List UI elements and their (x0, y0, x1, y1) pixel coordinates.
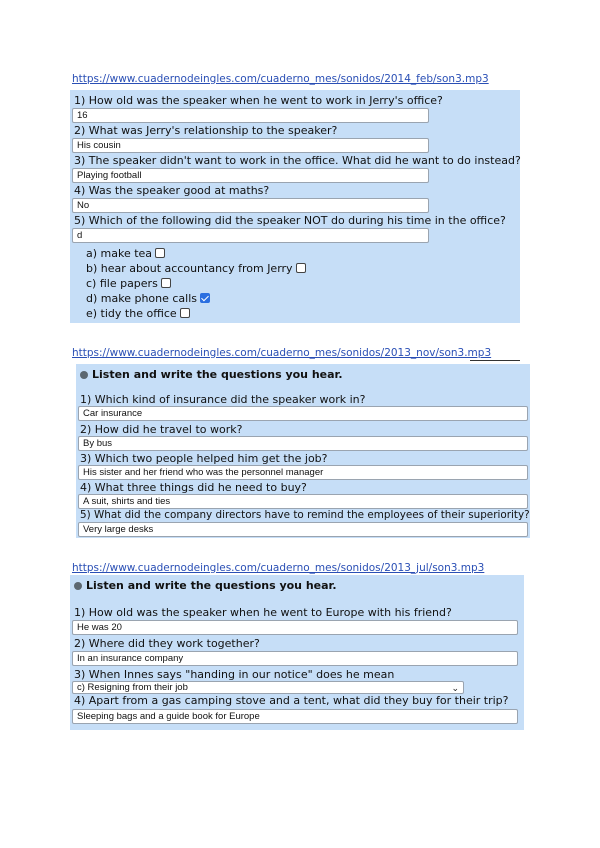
section-2-heading (80, 368, 343, 381)
answer-1-input[interactable]: 16 (72, 108, 429, 123)
option-d-checkbox[interactable] (200, 293, 210, 303)
option-b-checkbox[interactable] (296, 263, 306, 273)
s2-answer-3-input[interactable]: His sister and her friend who was the personnel manager (78, 465, 528, 480)
bullet-icon (74, 582, 82, 590)
s3-question-3-label: 3) When Innes says "handing in our notice" does he mean (74, 668, 395, 681)
s2-question-4-label: 4) What three things did he need to buy? (80, 481, 307, 494)
s2-answer-5-input[interactable]: Very large desks (78, 522, 528, 537)
s2-question-3-label: 3) Which two people helped him get the job? (80, 452, 328, 465)
s2-answer-1-input[interactable]: Car insurance (78, 406, 528, 421)
section-3-heading (74, 579, 337, 592)
answer-5-input[interactable]: d (72, 228, 429, 243)
quiz-block-1 (70, 90, 520, 323)
s3-answer-4-input[interactable]: Sleeping bags and a guide book for Europe (72, 709, 518, 724)
section-2-heading-text: Listen and write the questions you hear. (92, 368, 343, 381)
option-b (86, 262, 306, 275)
s3-answer-3-select[interactable] (72, 681, 464, 694)
option-c (86, 277, 171, 290)
s3-question-2-label: 2) Where did they work together? (74, 637, 260, 650)
audio-link-2013-jul[interactable]: https://www.cuadernodeingles.com/cuaderno_mes/sonidos/2013_jul/son3.mp3 (72, 562, 485, 574)
s3-question-4-label: 4) Apart from a gas camping stove and a tent, what did they buy for their trip? (74, 694, 509, 707)
answer-2-input[interactable]: His cousin (72, 138, 429, 153)
question-1-label: 1) How old was the speaker when he went to work in Jerry's office? (74, 94, 443, 107)
audio-link-2013-nov[interactable]: https://www.cuadernodeingles.com/cuaderno_mes/sonidos/2013_nov/son3.mp3 (72, 347, 492, 359)
audio-link-2014-feb[interactable]: https://www.cuadernodeingles.com/cuaderno_mes/sonidos/2014_feb/son3.mp3 (72, 73, 489, 85)
option-a-checkbox[interactable] (155, 248, 165, 258)
question-4-label: 4) Was the speaker good at maths? (74, 184, 270, 197)
s2-answer-2-input[interactable]: By bus (78, 436, 528, 451)
question-5-label: 5) Which of the following did the speaker NOT do during his time in the office? (74, 214, 506, 227)
chevron-down-icon: ⌄ (451, 683, 459, 693)
question-3-label: 3) The speaker didn't want to work in the office. What did he want to do instead? (74, 154, 521, 167)
s3-question-1-label: 1) How old was the speaker when he went to Europe with his friend? (74, 606, 452, 619)
s2-question-1-label: 1) Which kind of insurance did the speaker work in? (80, 393, 366, 406)
section-3-heading-text: Listen and write the questions you hear. (86, 579, 337, 592)
s2-question-2-label: 2) How did he travel to work? (80, 423, 243, 436)
option-d-label: d) make phone calls (86, 292, 198, 305)
option-e-label: e) tidy the office (86, 307, 177, 320)
divider-line (470, 360, 520, 361)
s3-answer-3-selected-value: c) Resigning from their job (77, 682, 188, 693)
s3-answer-1-input[interactable]: He was 20 (72, 620, 518, 635)
quiz-block-2 (76, 364, 530, 538)
s2-question-5-label: 5) What did the company directors have to remind the employees of their superiority? (80, 509, 530, 521)
option-a-label: a) make tea (86, 247, 153, 260)
question-2-label: 2) What was Jerry's relationship to the speaker? (74, 124, 338, 137)
s3-answer-2-input[interactable]: In an insurance company (72, 651, 518, 666)
option-e (86, 307, 190, 320)
option-a (86, 247, 165, 260)
quiz-block-3 (70, 575, 524, 730)
option-e-checkbox[interactable] (180, 308, 190, 318)
option-b-label: b) hear about accountancy from Jerry (86, 262, 293, 275)
answer-4-input[interactable]: No (72, 198, 429, 213)
option-d (86, 292, 210, 305)
s2-answer-4-input[interactable]: A suit, shirts and ties (78, 494, 528, 509)
answer-3-input[interactable]: Playing football (72, 168, 429, 183)
option-c-label: c) file papers (86, 277, 158, 290)
option-c-checkbox[interactable] (161, 278, 171, 288)
bullet-icon (80, 371, 88, 379)
